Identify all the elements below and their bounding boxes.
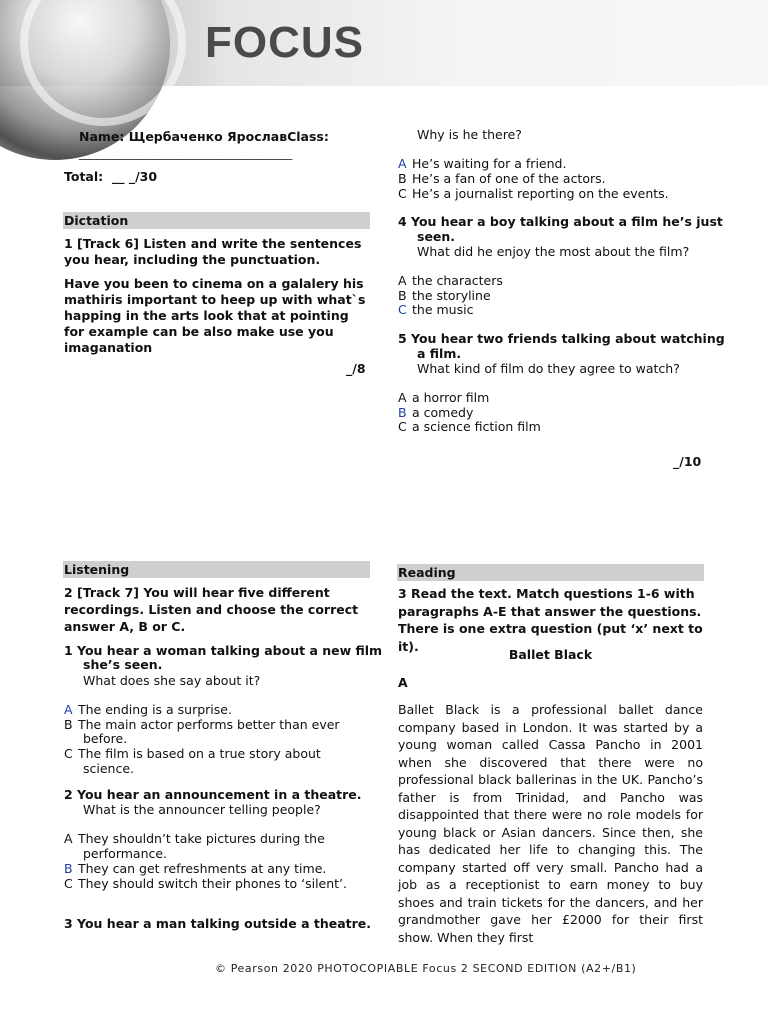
total-label: Total: [64, 169, 104, 184]
listening-score: _/10 [673, 454, 702, 469]
q1-option-b-text: The main actor performs better than ever [78, 717, 340, 732]
q2-stem: 2 You hear an announcement in a theatre. [64, 787, 362, 802]
q1-stem: 1 You hear a woman talking about a new film [64, 643, 383, 658]
q2-option-b-text: They can get refreshments at any time. [78, 861, 327, 876]
q4-option-b-text: the storyline [412, 288, 491, 303]
q4-option-a-text: the characters [412, 273, 503, 288]
q5-question: What kind of film do they agree to watch? [417, 361, 680, 376]
q3-option-a-letter: A [398, 156, 407, 171]
q4-option-b [398, 288, 491, 303]
q2-option-c [64, 876, 347, 891]
q1-option-b-cont: before. [83, 731, 128, 746]
total-score: __ _/30 [112, 169, 158, 184]
name-class-label: Name: Щербаченко ЯрославClass: [79, 129, 329, 144]
q1-option-c [64, 746, 321, 761]
q5-option-a-letter: A [398, 390, 407, 405]
q4-option-c [398, 302, 473, 317]
q1-option-c-text: The film is based on a true story about [78, 746, 321, 761]
q3-stem: 3 You hear a man talking outside a theatre. [64, 916, 372, 931]
paragraph-a-letter: A [398, 675, 408, 690]
q5-option-b [398, 405, 473, 420]
q5-option-a [398, 390, 489, 405]
q3-option-c-letter: C [398, 186, 407, 201]
q2-option-a-letter: A [64, 831, 73, 846]
paragraph-a-text: Ballet Black is a professional ballet dance company based in London. It was started by a young woman called Cassa Pancho in 2001 when she discovered that there were no professional black ballerinas in the UK. Pancho’s father is from Trinidad, and Pancho was disappointed that there were no role models for young black or Asian dancers. Since then, she has dedicated her life to changing this. The company started off very small. Pancho had a job as a receptionist to earn money to buy shoes and train tickets for the dancers, and her grandmother gave her £2000 for their first show. When they first [398, 702, 703, 945]
q3-option-c [398, 186, 669, 201]
q2-option-c-letter: C [64, 876, 73, 891]
dictation-answer: Have you been to cinema on a galalery his mathiris important to heep up with what`s happing in the arts look that at pointing for example can be also make use you imaganation [64, 276, 366, 355]
q1-option-b [64, 717, 340, 732]
q1-option-c-letter: C [64, 746, 73, 761]
q2-question: What is the announcer telling people? [83, 802, 321, 817]
page-footer: © Pearson 2020 PHOTOCOPIABLE Focus 2 SECOND EDITION (A2+/B1) [215, 962, 637, 975]
q2-option-b-letter: B [64, 861, 73, 876]
q3-option-a [398, 156, 566, 171]
q4-stem: 4 You hear a boy talking about a film he’s just [398, 214, 723, 229]
reading-instruction: 3 Read the text. Match questions 1-6 with paragraphs A-E that answer the questions. There is one extra question (put ‘x’ next to it). [398, 586, 703, 654]
q3-question: Why is he there? [417, 127, 522, 142]
dictation-section-bar: Dictation [63, 212, 370, 229]
q4-option-a [398, 273, 503, 288]
listening-section-bar: Listening [63, 561, 370, 578]
reading-section-bar: Reading [397, 564, 704, 581]
q5-stem-cont: a film. [417, 346, 462, 361]
name-line: _____________________________________ [79, 145, 292, 160]
dictation-instruction: 1 [Track 6] Listen and write the sentences you hear, including the punctuation. [64, 236, 362, 267]
q4-option-a-letter: A [398, 273, 407, 288]
q2-option-a-text: They shouldn’t take pictures during the [78, 831, 325, 846]
brand-title: FOCUS [205, 18, 364, 67]
q2-option-b [64, 861, 326, 876]
q5-option-b-text: a comedy [412, 405, 474, 420]
q4-stem-cont: seen. [417, 229, 456, 244]
q5-option-c-text: a science fiction film [412, 419, 541, 434]
q5-option-c [398, 419, 541, 434]
q3-option-c-text: He’s a journalist reporting on the events. [412, 186, 669, 201]
q4-option-b-letter: B [398, 288, 407, 303]
q3-option-b-letter: B [398, 171, 407, 186]
q1-option-a-letter: A [64, 702, 73, 717]
q5-option-a-text: a horror film [412, 390, 490, 405]
q2-option-c-text: They should switch their phones to ‘silent’. [78, 876, 348, 891]
q3-option-b-text: He’s a fan of one of the actors. [412, 171, 606, 186]
q1-option-a-text: The ending is a surprise. [78, 702, 232, 717]
q5-option-b-letter: B [398, 405, 407, 420]
q1-stem-cont: she’s seen. [83, 657, 163, 672]
q4-option-c-text: the music [412, 302, 474, 317]
listening-instruction: 2 [Track 7] You will hear five different recordings. Listen and choose the correct answer A, B or C. [64, 585, 359, 634]
q2-option-a [64, 831, 325, 846]
q1-option-c-cont: science. [83, 761, 135, 776]
reading-text-title: Ballet Black [508, 647, 593, 662]
q4-question: What did he enjoy the most about the film? [417, 244, 690, 259]
q1-option-a [64, 702, 232, 717]
q4-option-c-letter: C [398, 302, 407, 317]
dictation-score: _/8 [346, 361, 366, 376]
q3-option-b [398, 171, 606, 186]
q5-option-c-letter: C [398, 419, 407, 434]
q5-stem: 5 You hear two friends talking about watching [398, 331, 725, 346]
q3-option-a-text: He’s waiting for a friend. [412, 156, 567, 171]
q1-option-b-letter: B [64, 717, 73, 732]
q2-option-a-cont: performance. [83, 846, 168, 861]
q1-question: What does she say about it? [83, 673, 261, 688]
